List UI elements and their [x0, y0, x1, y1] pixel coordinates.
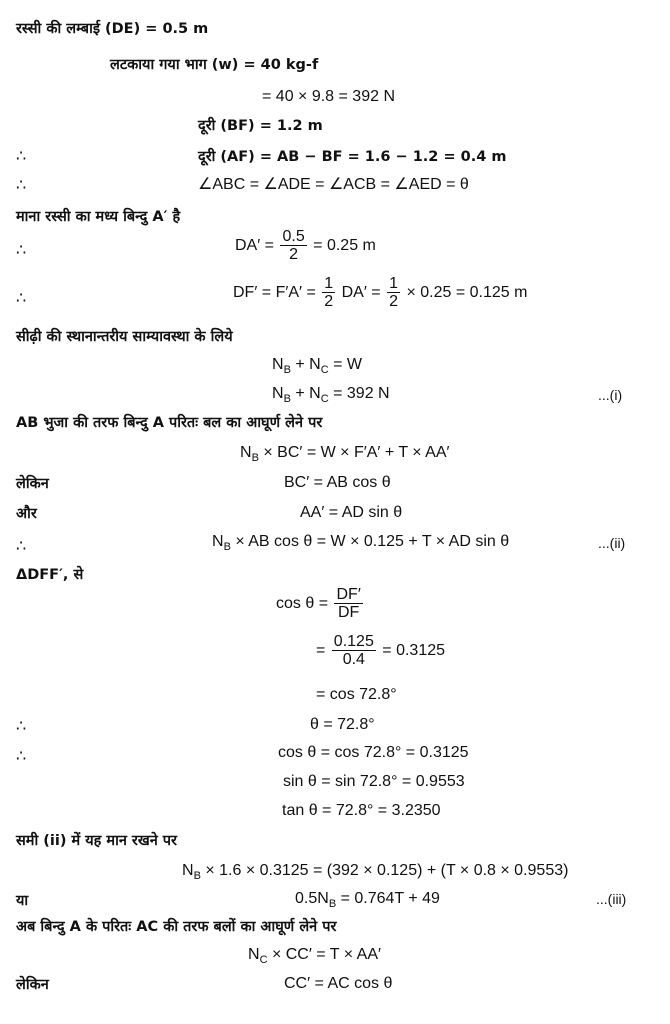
therefore-symbol: ∴	[16, 538, 27, 555]
fraction-denominator: 2	[289, 246, 299, 264]
therefore-symbol: ∴	[16, 177, 27, 194]
fraction	[332, 633, 376, 668]
therefore-symbol: ∴	[16, 242, 27, 259]
force-balance-equation: $N_B + N_C = W$	[272, 356, 362, 377]
tan-result-line: tan θ = 72.8° = 3.2350	[282, 802, 441, 819]
therefore-symbol: ∴	[16, 290, 27, 307]
force-balance-numeric: $N_B + N_C = 392$ N	[272, 385, 390, 406]
bc-prime-equation: BC′ = AB cos θ	[284, 474, 391, 491]
equation-tag-ii: ...(ii)	[598, 535, 626, 551]
hanging-weight-line: लटकाया गया भाग (w) = 40 kg-f	[110, 57, 319, 73]
fraction	[280, 228, 306, 263]
midpoint-statement: माना रस्सी का मध्य बिन्दु A′ है	[16, 209, 181, 225]
theta-value-line: θ = 72.8°	[310, 716, 375, 733]
equation-lhs: cos θ =	[276, 595, 329, 612]
fraction-numerator: 0.125	[333, 633, 374, 651]
df-prime-equation	[233, 273, 527, 313]
aa-prime-equation: AA′ = AD sin θ	[300, 504, 403, 521]
distance-bf-line: दूरी (BF) = 1.2 m	[198, 118, 323, 134]
weight-newton-line: = 40 × 9.8 = 392 N	[262, 88, 395, 105]
fraction-denominator: DF	[337, 604, 360, 622]
equation-rhs: × 0.25 = 0.125 m	[406, 284, 528, 301]
moment-ac-equation: $N_C \times CC' = T \times AA'$	[248, 946, 381, 967]
moment-equation: $N_B \times BC' = W \times F'A' + T \times AA'$	[240, 444, 450, 465]
moment-about-a-heading: AB भुजा की तरफ बिन्दु A परितः बल का आघूर्ण लेने पर	[16, 415, 323, 431]
da-prime-equation	[235, 226, 376, 266]
therefore-symbol: ∴	[16, 748, 27, 765]
cos-theta-value	[316, 630, 445, 672]
equation-rhs: = 0.25 m	[313, 237, 376, 254]
equation-mid: DA′ =	[341, 284, 381, 301]
cc-prime-equation: CC′ = AC cos θ	[284, 975, 393, 992]
therefore-symbol: ∴	[16, 718, 27, 735]
distance-af-line: दूरी (AF) = AB − BF = 1.6 − 1.2 = 0.4 m	[198, 149, 507, 165]
but-word: लेकिन	[16, 977, 49, 993]
fraction-denominator: 0.4	[342, 651, 365, 669]
cos-theta-definition	[276, 583, 365, 625]
triangle-dff-heading: ΔDFF′, से	[16, 567, 84, 583]
fraction	[334, 586, 362, 621]
fraction-numerator: 1	[324, 275, 334, 293]
substituted-moment-equation: $N_B \times 1.6 \times 0.3125 = (392 \times 0.125) + (T \times 0.8 \times 0.9553)$	[182, 862, 569, 883]
equation-tag-iii: ...(iii)	[596, 891, 627, 907]
substitution-heading: समी (ii) में यह मान रखने पर	[16, 833, 177, 849]
fraction-denominator: 2	[389, 293, 398, 311]
fraction-half	[387, 275, 400, 310]
fraction-denominator: 2	[324, 293, 334, 311]
or-word: या	[16, 893, 29, 909]
angle-equality-line: ∠ABC = ∠ADE = ∠ACB = ∠AED = θ	[198, 176, 469, 193]
cos-result-line: cos θ = cos 72.8° = 0.3125	[278, 744, 469, 761]
equation-tag-i: ...(i)	[598, 387, 623, 403]
fraction-numerator: 0.5	[282, 228, 305, 246]
cos-angle-line: = cos 72.8°	[316, 686, 397, 703]
simplified-equation: $0.5N_B = 0.764T + 49$	[295, 890, 440, 911]
equation-lhs: DF′ = F′A′ =	[233, 284, 316, 301]
and-word: और	[16, 506, 37, 522]
equals-sign: =	[316, 642, 326, 659]
fraction-numerator: 1	[389, 275, 398, 293]
equation-lhs: DA′ =	[235, 237, 275, 254]
moment-about-ac-heading: अब बिन्दु A के परितः AC की तरफ बलों का आघूर्ण लेने पर	[16, 919, 337, 935]
fraction-half	[322, 275, 335, 310]
therefore-symbol: ∴	[16, 148, 27, 165]
equation-rhs: = 0.3125	[382, 642, 446, 659]
sin-result-line: sin θ = sin 72.8° = 0.9553	[283, 773, 465, 790]
rope-length-line: रस्सी की लम्बाई (DE) = 0.5 m	[16, 21, 209, 37]
but-word: लेकिन	[16, 476, 49, 492]
equilibrium-heading: सीढ़ी की स्थानान्तरीय साम्यावस्था के लिये	[16, 329, 233, 345]
moment-substituted-equation: $N_B$ × AB cos θ = W × 0.125 + T × AD sin θ	[212, 533, 510, 554]
fraction-numerator: DF′	[336, 586, 361, 604]
